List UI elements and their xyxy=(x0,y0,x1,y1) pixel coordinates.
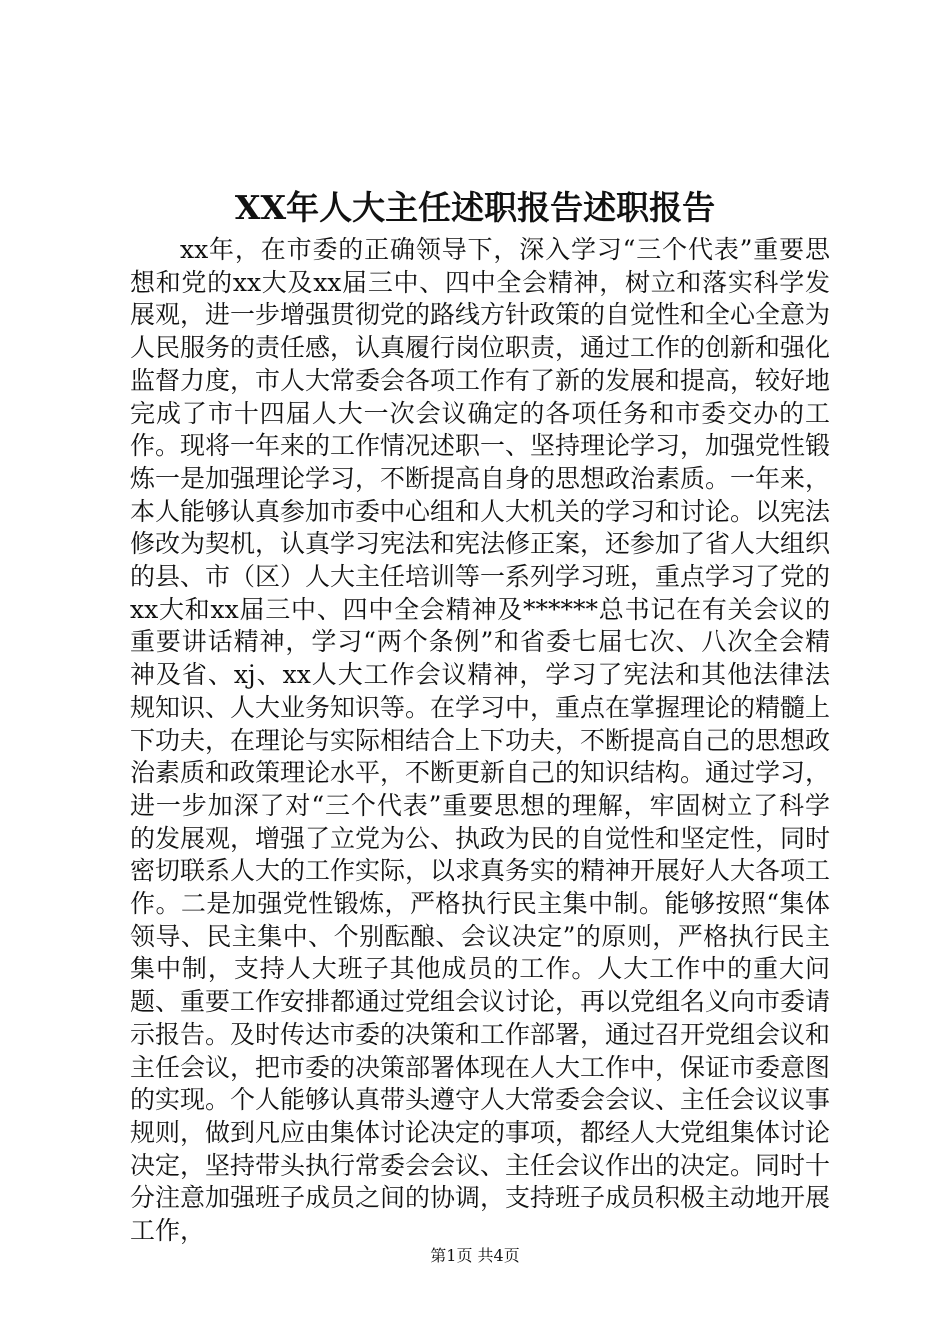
document-body-paragraph: xx年，在市委的正确领导下，深入学习“三个代表”重要思想和党的xx大及xx届三中、四中全会精神，树立和落实科学发展观，进一步增强贯彻党的路线方针政策的自觉性和全心全意为人民服务的责任感，认真履行岗位职责，通过工作的创新和强化监督力度，市人大常委会各项工作有了新的发展和提高，较好地完成了市十四届人大一次会议确定的各项任务和市委交办的工作。现将一年来的工作情况述职一、坚持理论学习，加强党性锻炼一是加强理论学习，不断提高自身的思想政治素质。一年来，本人能够认真参加市委中心组和人大机关的学习和讨论。以宪法修改为契机，认真学习宪法和宪法修正案，还参加了省人大组织的县、市（区）人大主任培训等一系列学习班，重点学习了党的xx大和xx届三中、四中全会精神及******总书记在有关会议的重要讲话精神，学习“两个条例”和省委七届七次、八次全会精神及省、xj、xx人大工作会议精神，学习了宪法和其他法律法规知识、人大业务知识等。在学习中，重点在掌握理论的精髓上下功夫，在理论与实际相结合上下功夫，不断提高自己的思想政治素质和政策理论水平，不断更新自己的知识结构。通过学习，进一步加深了对“三个代表”重要思想的理解，牢固树立了科学的发展观，增强了立党为公、执政为民的自觉性和坚定性，同时密切联系人大的工作实际，以求真务实的精神开展好人大各项工作。二是加强党性锻炼，严格执行民主集中制。能够按照“集体领导、民主集中、个别酝酿、会议决定”的原则，严格执行民主集中制，支持人大班子其他成员的工作。人大工作中的重大问题、重要工作安排都通过党组会议讨论，再以党组名义向市委请示报告。及时传达市委的决策和工作部署，通过召开党组会议和主任会议，把市委的决策部署体现在人大工作中，保证市委意图的实现。个人能够认真带头遵守人大常委会会议、主任会议议事规则，做到凡应由集体讨论决定的事项，都经人大党组集体讨论决定，坚持带头执行常委会会议、主任会议作出的决定。同时十分注意加强班子成员之间的协调，支持班子成员积极主动地开展工作， xyxy=(130,235,831,1246)
page-number-footer: 第1页 共4页 xyxy=(430,1246,520,1265)
document-title: XX年人大主任述职报告述职报告 xyxy=(234,188,716,227)
